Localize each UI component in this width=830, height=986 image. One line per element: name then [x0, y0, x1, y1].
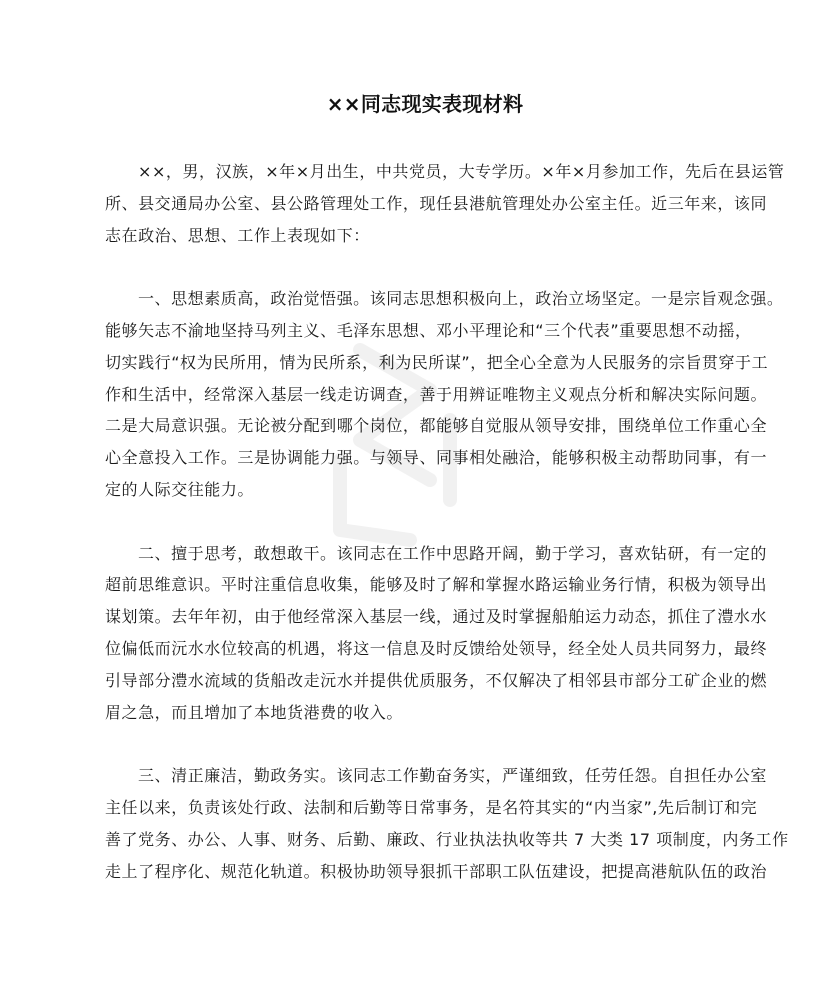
text-line: 志在政治、思想、工作上表现如下：	[105, 225, 370, 245]
paragraph-intro	[105, 156, 785, 251]
text-line: 切实践行“权为民所用，情为民所系，利为民所谋”，把全心全意为人民服务的宗旨贯穿于工	[105, 352, 769, 372]
text-line: 二是大局意识强。无论被分配到哪个岗位，都能够自觉服从领导安排，围绕单位工作重心全	[105, 416, 768, 436]
document-title: ××同志现实表现材料	[326, 92, 524, 116]
text-line: 能够矢志不渝地坚持马列主义、毛泽东思想、邓小平理论和“三个代表”重要思想不动摇，	[105, 320, 752, 340]
section-heading-line: 二、擅于思考，敢想敢干。该同志在工作中思路开阔，勤于学习，喜欢钻研，有一定的	[138, 543, 767, 563]
paragraph-section-1	[105, 283, 784, 506]
text-line: 眉之急，而且增加了本地货港费的收入。	[105, 702, 403, 722]
text-line: 主任以来，负责该处行政、法制和后勤等日常事务，是名符其实的“内当家”,先后制订和完	[105, 797, 758, 817]
text-line: 谋划策。去年年初，由于他经常深入基层一线，通过及时掌握船舶运力动态，抓住了澧水水	[105, 607, 768, 627]
paragraph-section-3	[105, 760, 789, 887]
text-line: 定的人际交往能力。	[105, 479, 254, 499]
section-heading-line: 一、思想素质高，政治觉悟强。该同志思想积极向上，政治立场坚定。一是宗旨观念强。	[138, 289, 784, 309]
section-heading-line: 三、清正廉洁，勤政务实。该同志工作勤奋务实，严谨细致，任劳任怨。自担任办公室	[138, 766, 767, 786]
text-line: 引导部分澧水流域的货船改走沅水并提供优质服务，不仅解决了相邻县市部分工矿企业的燃	[105, 670, 768, 690]
document-body	[105, 156, 789, 887]
text-line: 善了党务、办公、人事、财务、后勤、廉政、行业执法执收等共 7 大类 17 项制度，内务工作	[105, 829, 789, 849]
text-line: 走上了程序化、规范化轨道。积极协助领导狠抓干部职工队伍建设，把提高港航队伍的政治	[105, 861, 768, 881]
paragraph-section-2	[105, 538, 768, 729]
text-line: 位偏低而沅水水位较高的机遇，将这一信息及时反馈给处领导，经全处人员共同努力，最终	[105, 638, 768, 658]
text-line: 作和生活中，经常深入基层一线走访调查，善于用辨证唯物主义观点分析和解决实际问题。	[105, 384, 768, 404]
text-line: 超前思维意识。平时注重信息收集，能够及时了解和掌握水路运输业务行情，积极为领导出	[105, 575, 768, 595]
text-line: 心全意投入工作。三是协调能力强。与领导、同事相处融洽，能够积极主动帮助同事，有一	[105, 448, 768, 468]
text-line: 所、县交通局办公室、县公路管理处工作，现任县港航管理处办公室主任。近三年来，该同	[105, 193, 768, 213]
text-line: ××，男，汉族，×年×月出生，中共党员，大专学历。×年×月参加工作，先后在县运管	[138, 162, 785, 181]
